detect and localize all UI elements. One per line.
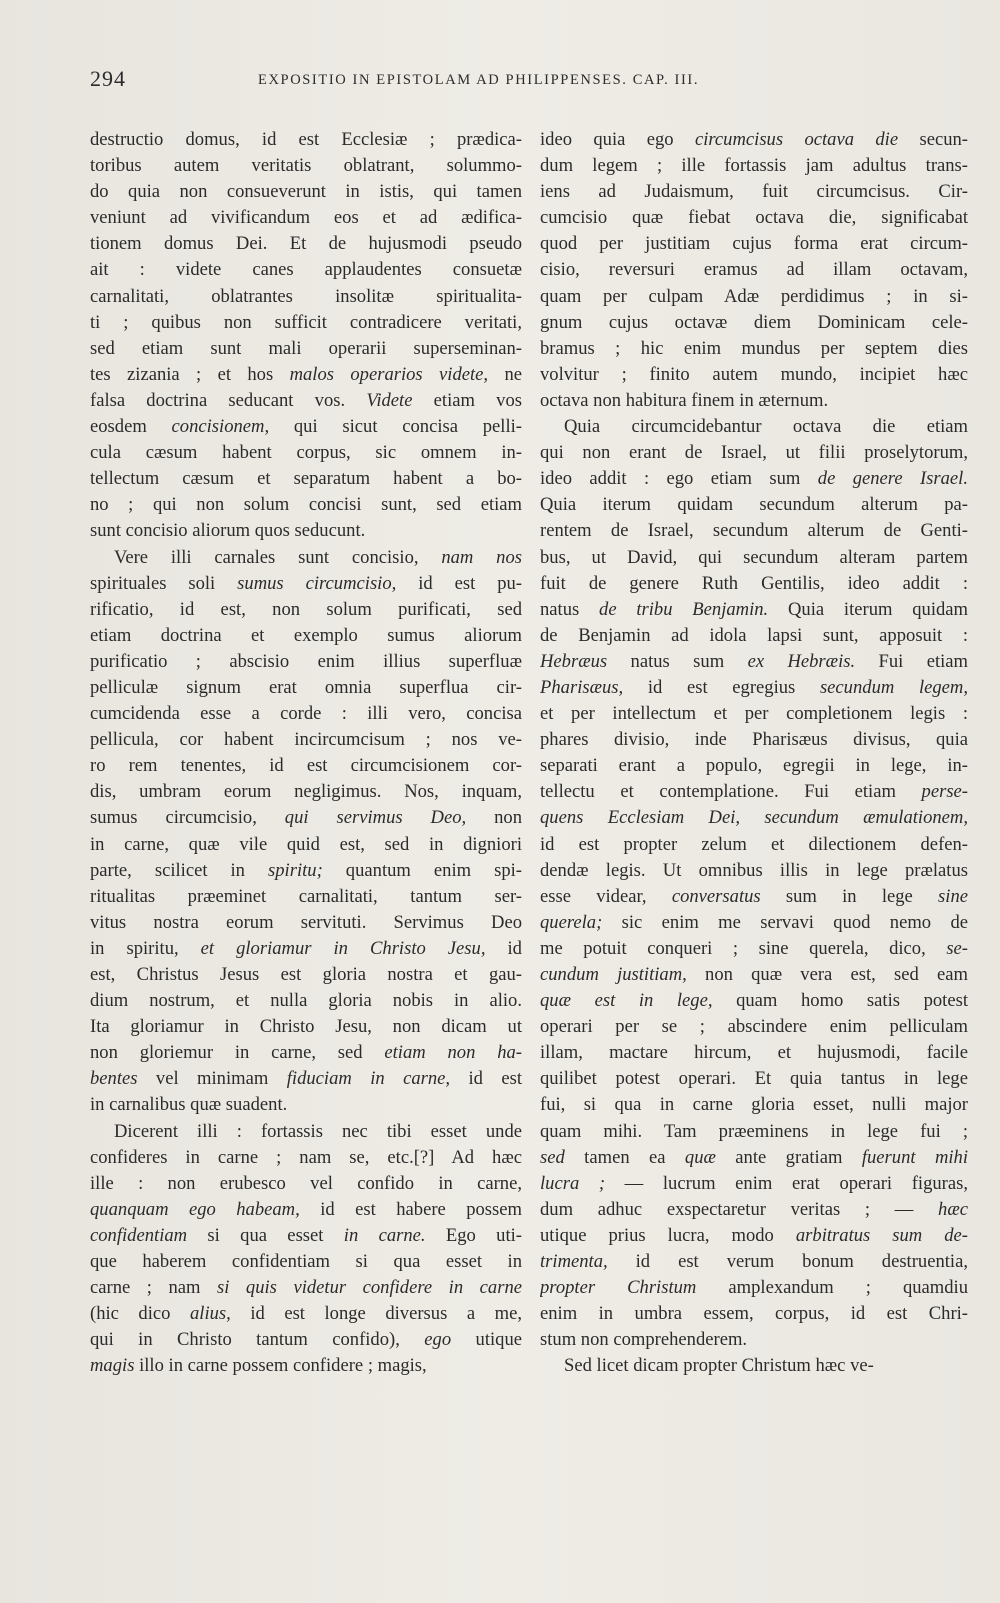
text-span: dum adhuc exspectaretur veritas ; — xyxy=(540,1198,939,1220)
text-span: falsa doctrina seducant vos. xyxy=(90,389,367,411)
text-line xyxy=(540,179,968,205)
text-span: rentem de Israel, secundum alterum de Genti- xyxy=(540,520,968,542)
italic-text-span: cundum justitiam, xyxy=(540,964,687,985)
text-line xyxy=(540,153,968,179)
text-span: fui, si qua in carne gloria esset, nulli major xyxy=(540,1094,968,1116)
text-span: cumcidenda esse a corde : illi vero, concisa xyxy=(90,703,522,725)
text-span: quam homo satis potest xyxy=(712,990,968,1012)
text-span: (hic dico xyxy=(90,1303,190,1325)
italic-text-span: ego xyxy=(424,1329,452,1351)
text-span: bus, ut David, qui secundum alteram partem xyxy=(540,546,968,568)
text-line xyxy=(90,284,522,310)
italic-text-span: Pharisæus, xyxy=(540,676,624,698)
text-line xyxy=(90,1353,522,1379)
text-span: gnum cujus octavæ diem Dominicam cele- xyxy=(540,311,968,333)
text-span: tionem domus Dei. Et de hujusmodi pseudo xyxy=(90,233,522,255)
text-line xyxy=(90,205,522,231)
text-line xyxy=(540,1301,968,1327)
text-span: carnalitati, oblatrantes insolitæ spiritualita- xyxy=(90,285,522,307)
text-line xyxy=(540,545,968,571)
text-span: qui sicut concisa pelli- xyxy=(269,416,522,438)
text-line xyxy=(540,1040,968,1066)
italic-text-span: magis xyxy=(90,1355,135,1377)
italic-text-span: de genere Israel. xyxy=(817,468,968,490)
text-line xyxy=(90,257,522,283)
text-line xyxy=(540,518,968,544)
text-line xyxy=(90,649,522,675)
text-span: veniunt ad vivificandum eos et ad ædifica- xyxy=(90,207,522,229)
text-span: purificatio ; abscisio enim illius superfluæ xyxy=(90,650,522,672)
running-head: EXPOSITIO IN EPISTOLAM AD PHILIPPENSES. CAP. III. xyxy=(258,72,700,88)
italic-text-span: hæc xyxy=(938,1198,968,1220)
text-line xyxy=(90,675,522,701)
text-line xyxy=(90,414,522,440)
text-span: etiam doctrina et exemplo sumus aliorum xyxy=(90,624,522,646)
text-line xyxy=(90,1327,522,1353)
text-line xyxy=(90,492,522,518)
text-span: pellicula, cor habent incircumcisum ; nos ve- xyxy=(90,729,522,751)
text-span: quam per culpam Adæ perdidimus ; in si- xyxy=(540,285,968,307)
text-span: id est egregius xyxy=(623,676,820,698)
text-line xyxy=(90,623,522,649)
italic-text-span: sumus circumcisio, xyxy=(237,572,397,594)
text-span: dis, umbram eorum negligimus. Nos, inquam, xyxy=(90,781,522,803)
text-span: sic enim me servavi quod nemo de xyxy=(602,911,968,933)
italic-text-span: alius, xyxy=(189,1303,231,1325)
text-line xyxy=(540,779,968,805)
italic-text-span: perse- xyxy=(921,781,968,803)
text-span: separati erant a populo, egregii in lege, in- xyxy=(540,755,968,777)
text-span: Quia circumcidebantur octava die etiam xyxy=(564,416,968,438)
text-line xyxy=(540,231,968,257)
text-span: natus sum xyxy=(607,650,748,672)
text-span: octava non habitura finem in æternum. xyxy=(540,389,829,411)
italic-text-span: ex Hebræis. xyxy=(747,650,856,672)
italic-text-span: malos operarios videte, xyxy=(289,363,489,385)
text-span: id xyxy=(485,937,522,959)
text-span: etiam vos xyxy=(412,389,522,411)
text-line xyxy=(90,440,522,466)
text-span: destructio domus, id est Ecclesiæ ; prædica- xyxy=(90,129,522,150)
text-span: quam mihi. Tam præeminens in lege fui ; xyxy=(540,1120,968,1142)
text-span: id est propter zelum et dilectionem defen- xyxy=(540,833,968,855)
text-line xyxy=(90,884,522,910)
text-span: dium nostrum, et nulla gloria nobis in alio. xyxy=(90,990,522,1012)
text-line xyxy=(90,779,522,805)
text-span: ideo addit : ego etiam sum xyxy=(540,468,818,490)
text-line xyxy=(90,701,522,727)
text-span: tellectum cæsum et separatum habent a bo- xyxy=(90,468,522,490)
text-line xyxy=(90,1119,522,1145)
text-span: me potuit conqueri ; sine querela, dico, xyxy=(540,937,947,959)
text-line xyxy=(90,1301,522,1327)
italic-text-span: lucra ; xyxy=(540,1172,606,1194)
text-span: ille : non erubesco vel confido in carne, xyxy=(90,1172,522,1194)
text-span: non quæ vera est, sed eam xyxy=(686,964,968,985)
text-line xyxy=(90,1066,522,1092)
italic-text-span: Hebræus xyxy=(540,650,608,672)
text-line xyxy=(90,545,522,571)
text-line xyxy=(90,1171,522,1197)
text-line xyxy=(540,205,968,231)
italic-text-span: arbitratus sum de- xyxy=(795,1224,968,1246)
text-span: Vere illi carnales sunt concisio, xyxy=(114,546,442,568)
text-line xyxy=(540,649,968,675)
text-span: Sed licet dicam propter Christum hæc ve- xyxy=(564,1355,874,1377)
text-line xyxy=(90,727,522,753)
text-line xyxy=(540,1014,968,1040)
text-line xyxy=(540,1092,968,1118)
text-span: ro rem tenentes, id est circumcisionem cor- xyxy=(90,755,522,777)
text-line xyxy=(540,597,968,623)
text-line xyxy=(90,388,522,414)
text-span: illo in carne possem confidere ; magis, xyxy=(134,1355,427,1377)
text-span: tes zizania ; et hos xyxy=(90,363,290,385)
text-span: toribus autem veritatis oblatrant, solummo- xyxy=(90,155,522,177)
text-span: id est longe diversus a me, xyxy=(230,1303,522,1325)
italic-text-span: quens Ecclesiam Dei, secundum æmulationem, xyxy=(540,807,968,829)
text-line xyxy=(540,701,968,727)
text-line xyxy=(90,153,522,179)
text-span: dum legem ; ille fortassis jam adultus trans- xyxy=(540,155,968,177)
text-line xyxy=(90,1197,522,1223)
italic-text-span: trimenta, xyxy=(540,1251,608,1273)
text-span: do quia non consueverunt in istis, qui tamen xyxy=(90,181,522,203)
text-line xyxy=(540,832,968,858)
text-span: tellectu et contemplatione. Fui etiam xyxy=(540,781,922,803)
text-line xyxy=(540,466,968,492)
text-line xyxy=(540,388,968,414)
text-span: sum in lege xyxy=(760,885,939,907)
text-span: rificatio, id est, non solum purificati, sed xyxy=(90,598,522,620)
italic-text-span: sed xyxy=(540,1146,565,1168)
text-span: sumus circumcisio, xyxy=(90,807,285,829)
italic-text-span: conversatus xyxy=(671,885,761,907)
text-span: iens ad Judaismum, fuit circumcisus. Cir- xyxy=(540,181,968,203)
text-line xyxy=(90,231,522,257)
text-line xyxy=(540,675,968,701)
text-span: in carnalibus quæ suadent. xyxy=(90,1094,288,1116)
text-line xyxy=(540,936,968,962)
text-line xyxy=(90,310,522,336)
text-span: id est habere possem xyxy=(299,1198,522,1220)
text-line xyxy=(540,571,968,597)
text-span: quantum enim spi- xyxy=(322,859,522,881)
text-span: Fui etiam xyxy=(855,650,968,672)
text-span: pelliculæ signum erat omnia superflua cir- xyxy=(90,676,522,698)
text-span: in spiritu, xyxy=(90,937,201,959)
text-line xyxy=(90,936,522,962)
text-line xyxy=(90,1040,522,1066)
text-line xyxy=(540,727,968,753)
text-span: confideres in carne ; nam se, etc.[?] Ad hæc xyxy=(90,1146,522,1168)
text-span: et per intellectum et per completionem legis : xyxy=(540,703,968,725)
page-header xyxy=(90,66,842,96)
text-span: dendæ legis. Ut omnibus illis in lege prælatus xyxy=(540,859,968,881)
text-span: stum non comprehenderem. xyxy=(540,1329,748,1351)
text-span: fuit de genere Ruth Gentilis, ideo addit : xyxy=(540,572,968,594)
text-span: non xyxy=(466,807,522,829)
text-span: Dicerent illi : fortassis nec tibi esset unde xyxy=(114,1120,522,1142)
text-span: quod per justitiam cujus forma erat circum- xyxy=(540,233,968,255)
left-text-column xyxy=(90,127,522,1380)
text-line xyxy=(540,805,968,831)
text-span: quilibet potest operari. Et quia tantus in lege xyxy=(540,1068,968,1090)
italic-text-span: fuerunt mihi xyxy=(861,1146,968,1168)
text-span: Quia iterum quidam xyxy=(768,598,968,620)
text-line xyxy=(540,310,968,336)
text-span: ne xyxy=(488,363,522,385)
text-span: operari per se ; abscindere enim pelliculam xyxy=(540,1016,968,1038)
text-span: natus xyxy=(540,598,600,620)
text-line xyxy=(540,1171,968,1197)
italic-text-span: qui servimus Deo, xyxy=(284,807,467,829)
italic-text-span: circumcisus octava die xyxy=(694,129,899,150)
text-span: ante gratiam xyxy=(715,1146,862,1168)
text-span: spirituales soli xyxy=(90,572,238,594)
text-line xyxy=(540,1145,968,1171)
text-span: de Benjamin ad idola lapsi sunt, apposuit : xyxy=(540,624,968,646)
text-line xyxy=(90,753,522,779)
text-span: Ego uti- xyxy=(425,1224,522,1246)
text-span: cumcisio quæ fiebat octava die, significabat xyxy=(540,207,968,229)
text-span: eosdem xyxy=(90,416,172,438)
text-span: ti ; quibus non sufficit contradicere veritati, xyxy=(90,311,522,333)
italic-text-span: fiduciam in carne, xyxy=(286,1068,451,1090)
text-span: sunt concisio aliorum quos seducunt. xyxy=(90,520,366,542)
text-span: qui non erant de Israel, ut filii proselytorum, xyxy=(540,442,968,464)
text-span: ritualitas præeminet carnalitati, tantum ser- xyxy=(90,885,522,907)
text-span: est, Christus Jesus est gloria nostra et gau- xyxy=(90,964,522,985)
text-span: cula cæsum habent corpus, sic omnem in- xyxy=(90,442,522,464)
text-span: utique prius lucra, modo xyxy=(540,1224,796,1246)
text-line xyxy=(540,1275,968,1301)
text-span: que haberem confidentiam si qua esset in xyxy=(90,1251,522,1273)
text-line xyxy=(540,858,968,884)
text-span: id est xyxy=(450,1068,522,1090)
italic-text-span: sine xyxy=(938,885,968,907)
text-span: Ita gloriamur in Christo Jesu, non dicam ut xyxy=(90,1016,522,1038)
text-line xyxy=(90,466,522,492)
text-span: vel minimam xyxy=(137,1068,287,1090)
text-line xyxy=(540,414,968,440)
text-line xyxy=(90,805,522,831)
text-line xyxy=(540,362,968,388)
text-span: parte, scilicet in xyxy=(90,859,269,881)
text-span: non gloriemur in carne, sed xyxy=(90,1042,385,1064)
text-span: enim in umbra essem, corpus, id est Chri- xyxy=(540,1303,968,1325)
italic-text-span: querela; xyxy=(540,911,603,933)
italic-text-span: confidentiam xyxy=(90,1224,188,1246)
italic-text-span: bentes xyxy=(90,1068,138,1090)
text-line xyxy=(90,1092,522,1118)
text-line xyxy=(540,127,968,153)
text-span: bramus ; hic enim mundus per septem dies xyxy=(540,337,968,359)
text-span: secun- xyxy=(898,129,968,150)
text-span: si qua esset xyxy=(187,1224,344,1246)
text-line xyxy=(540,440,968,466)
text-span: cisio, reversuri eramus ad illam octavam, xyxy=(540,259,968,281)
text-line xyxy=(540,910,968,936)
text-line xyxy=(540,284,968,310)
italic-text-span: propter Christum xyxy=(540,1277,697,1299)
text-line xyxy=(90,832,522,858)
text-span: Quia iterum quidam secundum alterum pa- xyxy=(540,494,968,516)
text-line xyxy=(90,597,522,623)
text-line xyxy=(540,1249,968,1275)
text-line xyxy=(90,858,522,884)
text-line xyxy=(90,179,522,205)
text-span: esse videar, xyxy=(540,885,672,907)
text-line xyxy=(540,623,968,649)
text-line xyxy=(540,753,968,779)
text-line xyxy=(540,1066,968,1092)
italic-text-span: quæ xyxy=(684,1146,716,1168)
text-line xyxy=(90,1275,522,1301)
italic-text-span: et gloriamur in Christo Jesu, xyxy=(200,937,486,959)
text-line xyxy=(540,962,968,988)
text-line xyxy=(90,1145,522,1171)
text-line xyxy=(90,336,522,362)
italic-text-span: se- xyxy=(946,937,968,959)
text-span: utique xyxy=(451,1329,522,1351)
right-text-column xyxy=(540,127,968,1380)
text-line xyxy=(90,571,522,597)
text-span: vitus nostra eorum servituti. Servimus Deo xyxy=(90,911,522,933)
text-span: ait : videte canes applaudentes consuetæ xyxy=(90,259,522,281)
text-line xyxy=(540,1353,968,1379)
italic-text-span: si quis videtur confidere in carne xyxy=(217,1277,522,1299)
italic-text-span: secundum legem, xyxy=(819,676,968,698)
text-span: amplexandum ; quamdiu xyxy=(696,1277,968,1299)
text-span: illam, mactare hircum, et hujusmodi, facile xyxy=(540,1042,968,1064)
text-span: no ; qui non solum concisi sunt, sed etiam xyxy=(90,494,522,516)
text-line xyxy=(540,1197,968,1223)
text-span: — lucrum enim erat operari figuras, xyxy=(605,1172,968,1194)
text-line xyxy=(540,988,968,1014)
italic-text-span: etiam non ha- xyxy=(384,1042,522,1064)
text-line xyxy=(90,962,522,988)
text-line xyxy=(90,910,522,936)
text-span: id est pu- xyxy=(396,572,522,594)
italic-text-span: concisionem, xyxy=(171,416,270,438)
text-line xyxy=(90,1249,522,1275)
text-line xyxy=(90,988,522,1014)
text-span: volvitur ; finito autem mundo, incipiet hæc xyxy=(540,363,968,385)
text-span: phares divisio, inde Pharisæus divisus, quia xyxy=(540,729,968,751)
text-line xyxy=(540,1223,968,1249)
text-line xyxy=(90,1014,522,1040)
text-line xyxy=(90,1223,522,1249)
text-span: id est verum bonum destruentia, xyxy=(607,1251,968,1273)
page-number: 294 xyxy=(90,66,126,91)
text-line xyxy=(540,257,968,283)
italic-text-span: nam nos xyxy=(441,546,522,568)
text-span: sed etiam sunt mali operarii superseminan- xyxy=(90,337,522,359)
text-line xyxy=(90,362,522,388)
italic-text-span: Videte xyxy=(366,389,413,411)
text-span: carne ; nam xyxy=(90,1277,217,1299)
text-line xyxy=(540,1119,968,1145)
text-line xyxy=(90,127,522,153)
italic-text-span: spiritu; xyxy=(268,859,323,881)
italic-text-span: de tribu Benjamin. xyxy=(599,598,769,620)
text-span: in carne, quæ vile quid est, sed in digniori xyxy=(90,833,522,855)
text-span: qui in Christo tantum confido), xyxy=(90,1329,425,1351)
italic-text-span: in carne. xyxy=(343,1224,426,1246)
italic-text-span: quanquam ego habeam, xyxy=(90,1198,300,1220)
text-span: tamen ea xyxy=(564,1146,685,1168)
text-line xyxy=(540,884,968,910)
text-line xyxy=(90,518,522,544)
text-span: ideo quia ego xyxy=(540,129,695,150)
italic-text-span: quæ est in lege, xyxy=(540,990,713,1012)
text-line xyxy=(540,492,968,518)
text-line xyxy=(540,1327,968,1353)
text-line xyxy=(540,336,968,362)
